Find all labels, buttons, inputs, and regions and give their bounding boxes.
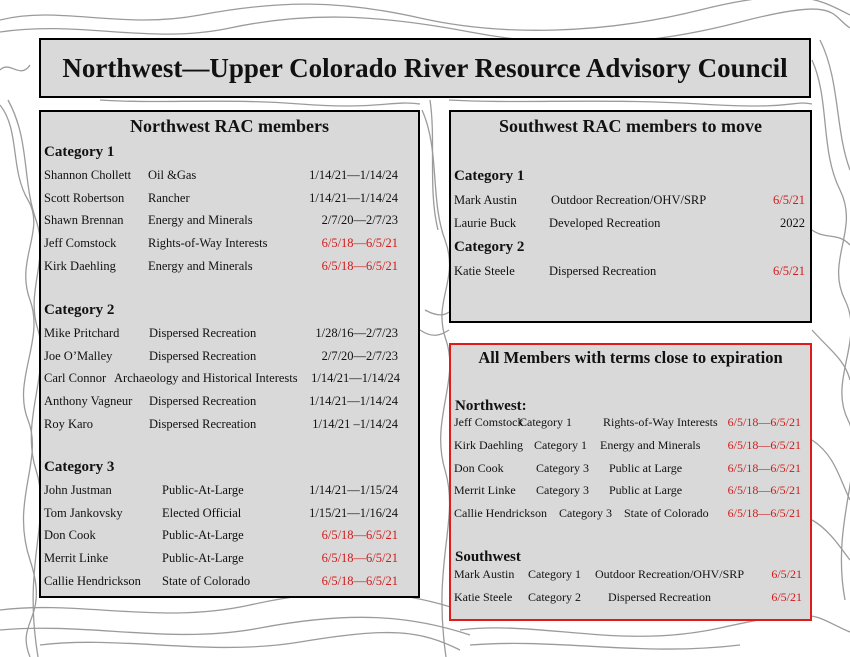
member-row bbox=[41, 259, 418, 277]
member-role: Energy and Minerals bbox=[148, 258, 253, 273]
southwest-category-label: Category 2 bbox=[454, 239, 525, 255]
member-role: Public at Large bbox=[609, 460, 683, 475]
member-name: Roy Karo bbox=[44, 416, 93, 431]
member-term: 6/5/21 bbox=[773, 264, 805, 278]
member-row bbox=[451, 264, 810, 282]
member-role: Public-At-Large bbox=[162, 483, 244, 497]
member-term: 1/14/21 –1/14/24 bbox=[312, 416, 398, 431]
member-row bbox=[41, 236, 418, 254]
member-role: Public-At-Large bbox=[162, 551, 244, 566]
member-name: Don Cook bbox=[454, 460, 504, 475]
member-term: 6/5/18—6/5/21 bbox=[727, 437, 801, 452]
member-name: Laurie Buck bbox=[454, 216, 517, 230]
member-role: Dispersed Recreation bbox=[149, 394, 257, 409]
northwest-panel bbox=[39, 110, 420, 598]
member-role: Outdoor Recreation/OHV/SRP bbox=[551, 193, 707, 207]
member-name: Joe O’Malley bbox=[44, 348, 113, 363]
member-name: Callie Hendrickson bbox=[454, 506, 547, 521]
member-row bbox=[41, 417, 418, 435]
member-term: 1/28/16—2/7/23 bbox=[315, 326, 398, 340]
member-category: Category 3 bbox=[559, 506, 612, 521]
member-role: Public at Large bbox=[609, 483, 683, 498]
member-term: 6/5/18—6/5/21 bbox=[321, 236, 398, 251]
member-role: Oil &Gas bbox=[148, 168, 197, 182]
member-name: Shawn Brennan bbox=[44, 213, 124, 228]
member-name: Katie Steele bbox=[454, 264, 515, 278]
member-role: Archaeology and Historical Interests bbox=[114, 371, 298, 386]
title-banner bbox=[39, 38, 811, 98]
member-name: Kirk Daehling bbox=[44, 258, 116, 273]
expiring-member-row bbox=[451, 506, 810, 524]
member-term: 6/5/21 bbox=[771, 567, 802, 581]
member-row bbox=[41, 191, 418, 209]
member-category: Category 1 bbox=[528, 567, 581, 581]
member-name: Tom Jankovsky bbox=[44, 505, 123, 520]
northwest-category-label: Category 3 bbox=[44, 459, 115, 475]
member-name: Scott Robertson bbox=[44, 190, 125, 205]
northwest-heading: Northwest RAC members bbox=[130, 116, 329, 136]
member-category: Category 1 bbox=[519, 415, 572, 429]
member-term: 6/5/18—6/5/21 bbox=[727, 506, 801, 521]
member-role: Dispersed Recreation bbox=[608, 589, 711, 604]
member-name: Mark Austin bbox=[454, 567, 515, 581]
expiring-member-row bbox=[451, 590, 810, 608]
expiring-member-row bbox=[451, 415, 810, 433]
member-role: Rights-of-Way Interests bbox=[603, 415, 718, 429]
member-term: 6/5/18—6/5/21 bbox=[321, 551, 398, 566]
member-role: Dispersed Recreation bbox=[549, 264, 657, 278]
expiring-northwest-label: Northwest: bbox=[455, 398, 527, 414]
member-row bbox=[41, 168, 418, 186]
member-name: Mike Pritchard bbox=[44, 326, 120, 340]
northwest-category-label: Category 1 bbox=[44, 144, 115, 160]
member-row bbox=[41, 371, 418, 389]
member-term: 6/5/21 bbox=[771, 589, 802, 604]
member-role: State of Colorado bbox=[162, 573, 251, 588]
member-role: State of Colorado bbox=[624, 506, 709, 521]
member-row bbox=[451, 216, 810, 234]
member-name: Merrit Linke bbox=[44, 551, 109, 566]
page-title: Northwest—Upper Colorado River Resource Advisory Council bbox=[62, 53, 788, 83]
member-name: Katie Steele bbox=[454, 589, 513, 604]
member-term: 2/7/20—2/7/23 bbox=[321, 213, 398, 228]
member-name: John Justman bbox=[44, 483, 112, 497]
member-role: Elected Official bbox=[162, 505, 242, 520]
member-name: Jeff Comstock bbox=[44, 236, 117, 251]
member-name: Merrit Linke bbox=[454, 483, 516, 498]
member-term: 6/5/18—6/5/21 bbox=[321, 528, 398, 543]
southwest-heading: Southwest RAC members to move bbox=[499, 116, 762, 136]
member-name: Anthony Vagneur bbox=[44, 394, 133, 409]
member-name: Don Cook bbox=[44, 528, 96, 543]
member-term: 1/14/21—1/15/24 bbox=[309, 483, 398, 497]
expiring-member-row bbox=[451, 567, 810, 585]
member-role: Developed Recreation bbox=[549, 216, 661, 230]
expiring-member-row bbox=[451, 461, 810, 479]
member-category: Category 3 bbox=[536, 460, 589, 475]
expiring-member-row bbox=[451, 483, 810, 501]
member-term: 1/14/21—1/14/24 bbox=[311, 371, 400, 386]
expiring-member-row bbox=[451, 438, 810, 456]
member-row bbox=[41, 551, 418, 569]
member-term: 6/5/18—6/5/21 bbox=[727, 415, 801, 429]
member-term: 2/7/20—2/7/23 bbox=[321, 348, 398, 363]
member-term: 2022 bbox=[780, 216, 805, 230]
member-role: Public-At-Large bbox=[162, 528, 244, 543]
member-role: Rancher bbox=[148, 190, 190, 205]
member-term: 6/5/18—6/5/21 bbox=[727, 460, 801, 475]
member-category: Category 1 bbox=[534, 437, 587, 452]
member-row bbox=[41, 394, 418, 412]
member-term: 6/5/18—6/5/21 bbox=[727, 483, 801, 498]
member-category: Category 2 bbox=[528, 589, 581, 604]
northwest-category-label: Category 2 bbox=[44, 302, 115, 318]
member-category: Category 3 bbox=[536, 483, 589, 498]
member-row bbox=[41, 574, 418, 592]
member-role: Dispersed Recreation bbox=[149, 326, 257, 340]
expiring-southwest-label: Southwest bbox=[455, 549, 521, 565]
member-row bbox=[41, 326, 418, 344]
southwest-category-label: Category 1 bbox=[454, 168, 525, 184]
member-name: Shannon Chollett bbox=[44, 168, 132, 182]
expiring-panel bbox=[449, 343, 812, 621]
member-term: 6/5/21 bbox=[773, 193, 805, 207]
member-name: Mark Austin bbox=[454, 193, 517, 207]
member-role: Outdoor Recreation/OHV/SRP bbox=[595, 567, 744, 581]
member-name: Jeff Comstock bbox=[454, 415, 524, 429]
member-role: Rights-of-Way Interests bbox=[148, 236, 268, 251]
member-name: Carl Connor bbox=[44, 371, 107, 386]
member-term: 6/5/18—6/5/21 bbox=[321, 258, 398, 273]
member-name: Callie Hendrickson bbox=[44, 573, 141, 588]
expiring-heading: All Members with terms close to expiration bbox=[478, 348, 783, 367]
member-row bbox=[41, 349, 418, 367]
member-term: 1/14/21—1/14/24 bbox=[309, 190, 398, 205]
member-row bbox=[41, 528, 418, 546]
member-term: 1/14/21—1/14/24 bbox=[309, 168, 398, 182]
southwest-panel bbox=[449, 110, 812, 323]
member-role: Energy and Minerals bbox=[600, 437, 701, 452]
member-row bbox=[451, 193, 810, 211]
member-term: 6/5/18—6/5/21 bbox=[321, 573, 398, 588]
member-row bbox=[41, 483, 418, 501]
member-role: Dispersed Recreation bbox=[149, 416, 257, 431]
member-role: Energy and Minerals bbox=[148, 213, 253, 228]
member-role: Dispersed Recreation bbox=[149, 348, 257, 363]
member-row bbox=[41, 506, 418, 524]
member-name: Kirk Daehling bbox=[454, 437, 523, 452]
member-term: 1/15/21—1/16/24 bbox=[309, 505, 398, 520]
member-row bbox=[41, 213, 418, 231]
member-term: 1/14/21—1/14/24 bbox=[309, 394, 398, 409]
